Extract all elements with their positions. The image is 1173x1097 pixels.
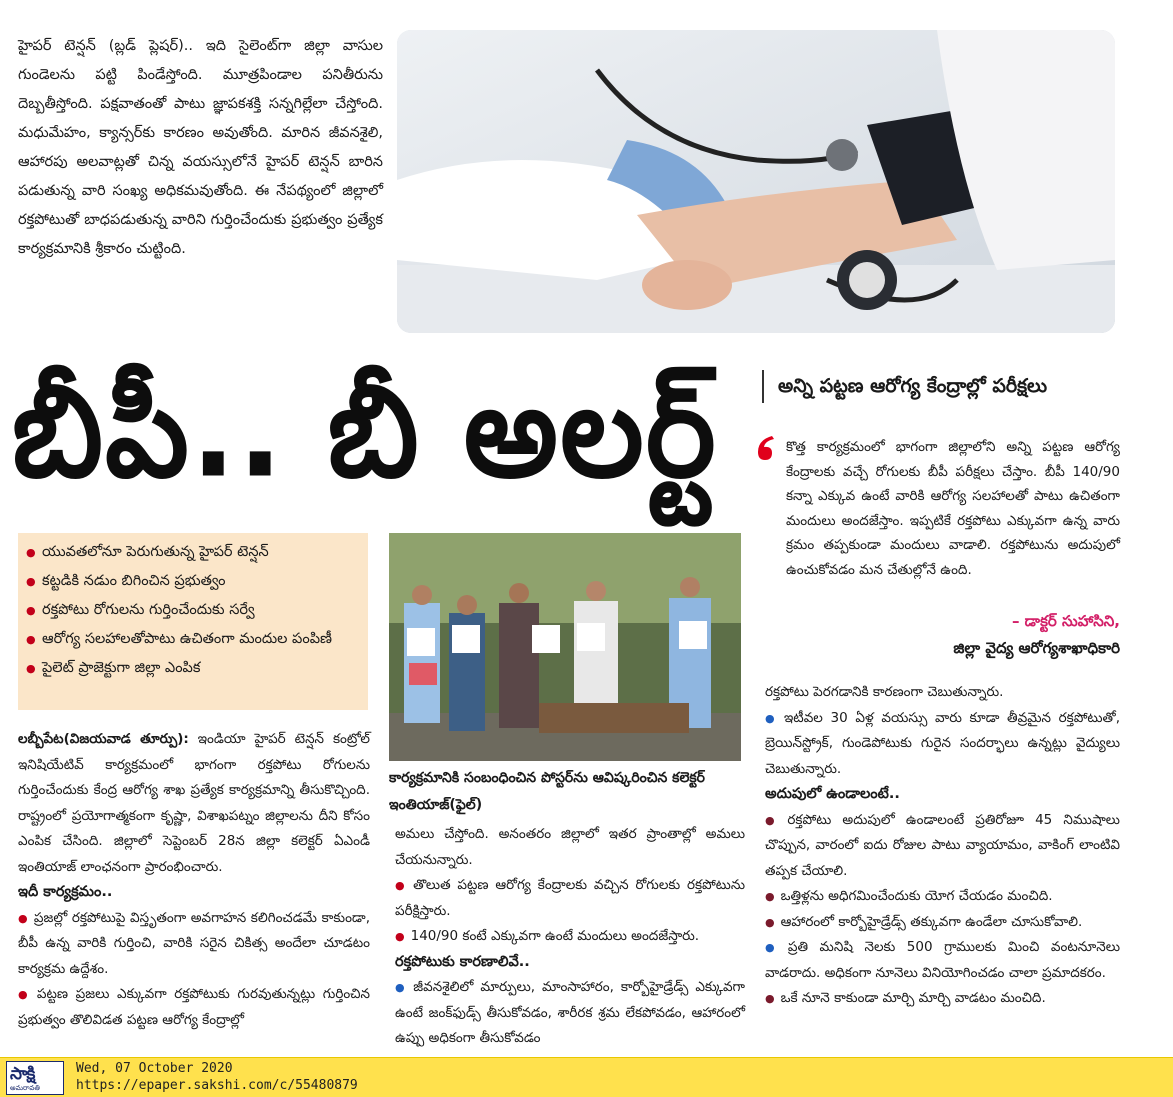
- blood-pressure-photo: [397, 30, 1115, 333]
- bullet-text: ఆహారంలో కార్బోహైడ్రేడ్స్ తక్కువగా ఉండేలా చూసుకోవాలి.: [780, 913, 1083, 930]
- column-1-paragraph: [18, 727, 370, 880]
- subheading: రక్తపోటుకు కారణాలివే..: [395, 953, 530, 970]
- poster-launch-photo: [389, 533, 741, 761]
- column-3-paragraph: రక్తపోటు పెరగడానికి కారణంగా చెబుతున్నారు.: [765, 684, 1004, 700]
- photo-caption: కార్యక్రమానికి సంబంధించిన పోస్టర్‌ను ఆవిష్కరించిన కలెక్టర్ ఇంతియాజ్(ఫైల్): [389, 770, 705, 813]
- intro-paragraph: హైపర్ టెన్షన్ (బ్లడ్ ప్లెషర్).. ఇది సైలెంట్‌గా జిల్లా వాసుల గుండెలను పట్టి పిండేస్తోంది. మూత్రపిండాల పనితీరును దెబ్బతీస్తోంది. పక్షవాతంతో పాటు జ్ఞాపకశక్తి సన్నగిల్లేలా చేస్తోంది. మధుమేహం, క్యాన్సర్‌కు కారణం అవుతోంది. మారిన జీవనశైలి, ఆహారపు అలవాట్లతో చిన్న వయస్సులోనే హైపర్ టెన్షన్ బారిన పడుతున్న వారి సంఖ్య అధికమవుతోంది. ఈ నేపథ్యంలో జిల్లాలో రక్తపోటుతో బాధపడుతున్న వారిని గుర్తించేందుకు ప్రభుత్వం ప్రత్యేక కార్యక్రమానికి శ్రీకారం చుట్టింది.: [18, 38, 383, 257]
- quote-mark-icon: [752, 432, 778, 462]
- publish-date: Wed, 07 October 2020: [76, 1061, 233, 1076]
- bullet-text: తొలుత పట్టణ ఆరోగ్య కేంద్రాలకు వచ్చిన రోగులకు రక్తపోటును పరీక్షిస్తారు.: [395, 877, 745, 919]
- quote-title: జిల్లా వైద్య ఆరోగ్యశాఖాధికారి: [953, 639, 1120, 657]
- bullet-text: జీవనశైలిలో మార్పులు, మాంసాహారం, కార్బోహైడ్రేడ్స్ ఎక్కువగా ఉంటే జంక్‌ఫుడ్స్ తీసుకోవడం, శారీరక శ్రమ లేకపోవడం, ఆహారంలో ఉప్పు అధికంగా తీసుకోవడం: [395, 979, 745, 1046]
- highlights-box: [18, 533, 368, 710]
- bullet-dot-icon: ●: [395, 930, 405, 943]
- doctor-quote: కొత్త కార్యక్రమంలో భాగంగా జిల్లాలోని అన్ని పట్టణ ఆరోగ్య కేంద్రాలకు వచ్చే రోగులకు బీపీ పరీక్షలు చేస్తాం. బీపీ 140/90 కన్నా ఎక్కువ ఉంటే వారికి ఆరోగ్య సలహాలతో పాటు ఉచితంగా మందులు అందజేస్తాం. ఇప్పటికే రక్తపోటు ఎక్కువగా ఉన్న వారు క్రమం తప్పకుండా మందులు వాడాలి. రక్తపోటును అదుపులో ఉంచుకోవడం మన చేతుల్లోనే ఉంది.: [786, 439, 1120, 578]
- column-1-bullet: [18, 906, 370, 983]
- highlight-item: ● కట్టడికి నడుం బిగించిన ప్రభుత్వం: [26, 567, 360, 596]
- sakshi-logo[interactable]: [6, 1061, 64, 1095]
- bullet-dot-icon: ●: [18, 988, 31, 1001]
- article-column-3: [765, 680, 1120, 1012]
- epaper-link[interactable]: https://epaper.sakshi.com/c/55480879: [76, 1078, 358, 1093]
- column-3-bullet: [765, 884, 1120, 910]
- side-heading: అన్ని పట్టణ ఆరోగ్య కేంద్రాల్లో పరీక్షలు: [762, 370, 1162, 403]
- headline: బీపీ.. బీ అలర్ట్: [12, 356, 718, 506]
- bullet-dot-icon: ●: [765, 941, 782, 954]
- article-column-1: [18, 727, 370, 1033]
- highlight-item: ● యువతలోనూ పెరుగుతున్న హైపర్ టెన్షన్: [26, 538, 360, 567]
- bullet-text: 140/90 కంటే ఎక్కువగా ఉంటే మందులు అందజేస్తారు.: [410, 928, 700, 944]
- column-3-bullet: [765, 910, 1120, 936]
- column-3-bullet: [765, 808, 1120, 885]
- bullet-text: ఒకే నూనె కాకుండా మార్చి మార్చి వాడటం మంచిది.: [780, 990, 1046, 1006]
- bullet-text: ఒత్తిళ్లను అధిగమించేందుకు యోగ చేయడం మంచిది.: [780, 888, 1053, 904]
- article-column-2: [395, 822, 745, 1052]
- bullet-dot-icon: ●: [765, 813, 782, 827]
- footer-info: [76, 1060, 358, 1094]
- dateline: లబ్బీపేట(విజయవాడ తూర్పు):: [18, 731, 189, 747]
- bullet-dot-icon: ●: [765, 992, 775, 1005]
- highlight-item: ● ఆరోగ్య సలహాలతోపాటు ఉచితంగా మందుల పంపిణీ: [26, 625, 360, 654]
- bullet-text: ప్రజల్లో రక్తపోటుపై విస్తృతంగా అవగాహన కలిగించడమే కాకుండా, బీపీ ఉన్న వారికి గుర్తించి, వారికి సరైన చికిత్స అందేలా చూడటం కార్యక్రమ ఉద్దేశం.: [18, 909, 370, 977]
- bullet-text: పట్టణ ప్రజలు ఎక్కువగా రక్తపోటుకు గురవుతున్నట్లు గుర్తించిన ప్రభుత్వం తొలివిడత పట్టణ ఆరోగ్య కేంద్రాల్లో: [18, 986, 370, 1028]
- logo-text: సాక్షి: [10, 1064, 35, 1084]
- quote-signature: [786, 608, 1120, 662]
- footer-bar: [0, 1057, 1173, 1097]
- bullet-dot-icon: ●: [765, 890, 775, 903]
- subheading: అదుపులో ఉండాలంటే..: [765, 786, 900, 802]
- bullet-text: ప్రతి మనిషి నెలకు 500 గ్రాములకు మించి వంటనూనెలు వాడరాదు. అధికంగా నూనెలు వినియోగించడం చాలా ప్రమాదకరం.: [765, 939, 1120, 981]
- bullet-dot-icon: ●: [765, 915, 775, 929]
- column-1-bullet: [18, 982, 370, 1033]
- column-1-para-text: ఇండియా హైపర్ టెన్షన్ కంట్రోల్ ఇనిషియేటివ్ కార్యక్రమంలో భాగంగా రక్తపోటు రోగులను గుర్తించేందుకు కేంద్ర ఆరోగ్య శాఖ ప్రత్యేక కార్యక్రమాన్ని తీసుకొచ్చింది. రాష్ట్రంలో ప్రయోగాత్మకంగా కృష్ణా, విశాఖపట్నం జిల్లాలను దీని కోసం ఎంపిక చేసింది. జిల్లాలో సెప్టెంబర్ 28న జిల్లా కలెక్టర్ ఏఎండీ ఇంతియాజ్ లాంఛనంగా ప్రారంభించారు.: [18, 731, 370, 875]
- bullet-dot-icon: ●: [395, 981, 408, 994]
- column-2-bullet: [395, 924, 745, 950]
- bullet-text: ఇటీవల 30 ఏళ్ల వయస్సు వారు కూడా తీవ్రమైన రక్తపోటుతో, బ్రెయిన్‌స్ట్రోక్, గుండెపోటుకు గురైన సందర్భాలు ఉన్నట్లు వైద్యులు చెబుతున్నారు.: [765, 709, 1120, 777]
- column-2-paragraph: అమలు చేస్తోంది. అనంతరం జిల్లాలో ఇతర ప్రాంతాల్లో అమలు చేయనున్నారు.: [395, 826, 745, 868]
- highlight-item: ● రక్తపోటు రోగులను గుర్తించేందుకు సర్వే: [26, 596, 360, 625]
- logo-subtext: అమరావతి: [10, 1084, 40, 1092]
- column-3-bullet: [765, 986, 1120, 1012]
- column-2-bullet: [395, 975, 745, 1052]
- bullet-dot-icon: ●: [18, 911, 28, 925]
- column-3-bullet: [765, 935, 1120, 986]
- bullet-text: రక్తపోటు అదుపులో ఉండాలంటే ప్రతిరోజూ 45 నిముషాలు చొప్పున, వారంలో ఐదు రోజుల పాటు వ్యాయామం, వాకింగ్ లాంటివి తప్పక చేయాలి.: [765, 811, 1120, 879]
- subheading: ఇదీ కార్యక్రమం..: [18, 884, 113, 900]
- bullet-dot-icon: ●: [765, 711, 778, 725]
- column-3-bullet: [765, 706, 1120, 783]
- quote-name: – డాక్టర్ సుహాసిని,: [1011, 612, 1120, 630]
- column-2-bullet: [395, 873, 745, 924]
- highlight-item: ● పైలెట్ ప్రాజెక్టుగా జిల్లా ఎంపిక: [26, 654, 360, 683]
- bullet-dot-icon: ●: [395, 879, 408, 892]
